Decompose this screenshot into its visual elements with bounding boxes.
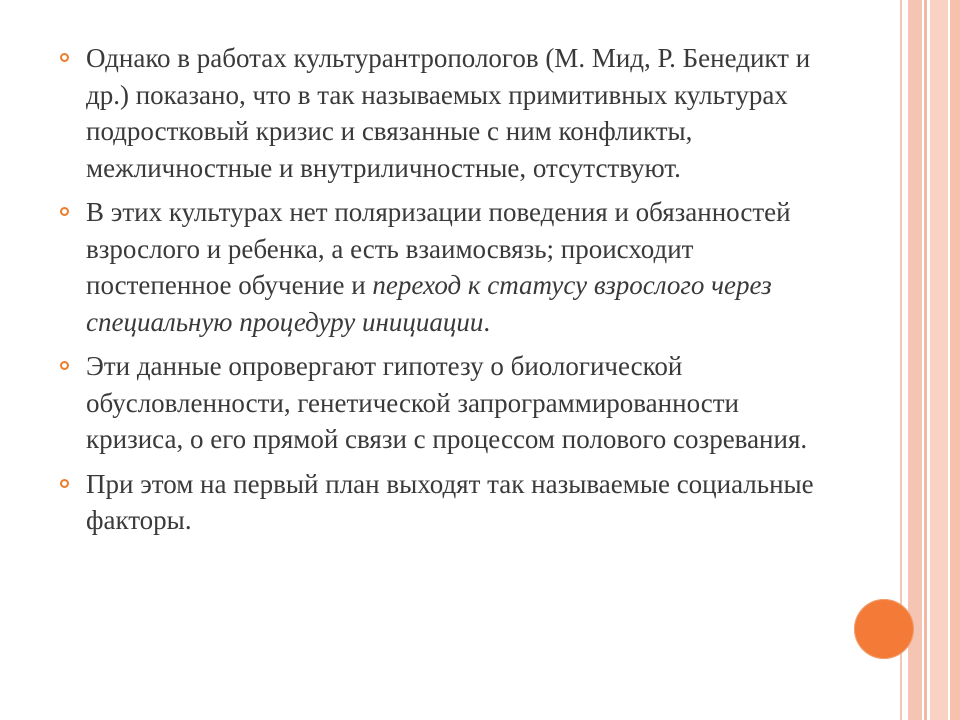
bullet-item	[60, 40, 840, 186]
bullet-circle-icon	[60, 361, 69, 370]
bullet-text: Однако в работах культурантропологов (М. Мид, Р. Бенедикт и др.) показано, что в так называемых примитивных культурах подростковый кризис и связанные с ним конфликты, межличностные и внутриличностные, отсутствуют.	[86, 43, 811, 183]
bullet-list	[60, 40, 840, 547]
bullet-item	[60, 348, 840, 458]
bullet-text-italic: переход к статусу взрослого через специальную процедуру инициации	[86, 270, 772, 337]
bullet-text: Эти данные опровергают гипотезу о биологической обусловленности, генетической запрограммированности кризиса, о его прямой связи с процессом полового созревания.	[86, 351, 808, 454]
bullet-circle-icon	[60, 207, 69, 216]
stripe	[950, 0, 960, 720]
bullet-item	[60, 466, 840, 539]
bullet-item	[60, 194, 840, 340]
bullet-text-end: .	[483, 306, 491, 337]
stripe	[908, 0, 922, 720]
bullet-text-plain: В этих культурах нет поляризации поведения и обязанностей взрослого и ребенка, а есть взаимосвязь; происходит постепенное обучение и	[86, 197, 791, 300]
bullet-circle-icon	[60, 53, 69, 62]
bullet-text	[86, 197, 791, 337]
bullet-circle-icon	[60, 479, 69, 488]
orange-circle-decoration	[854, 599, 914, 659]
bullet-text: При этом на первый план выходят так называемые социальные факторы.	[86, 468, 814, 535]
stripe	[930, 0, 948, 720]
stripe	[924, 0, 927, 720]
